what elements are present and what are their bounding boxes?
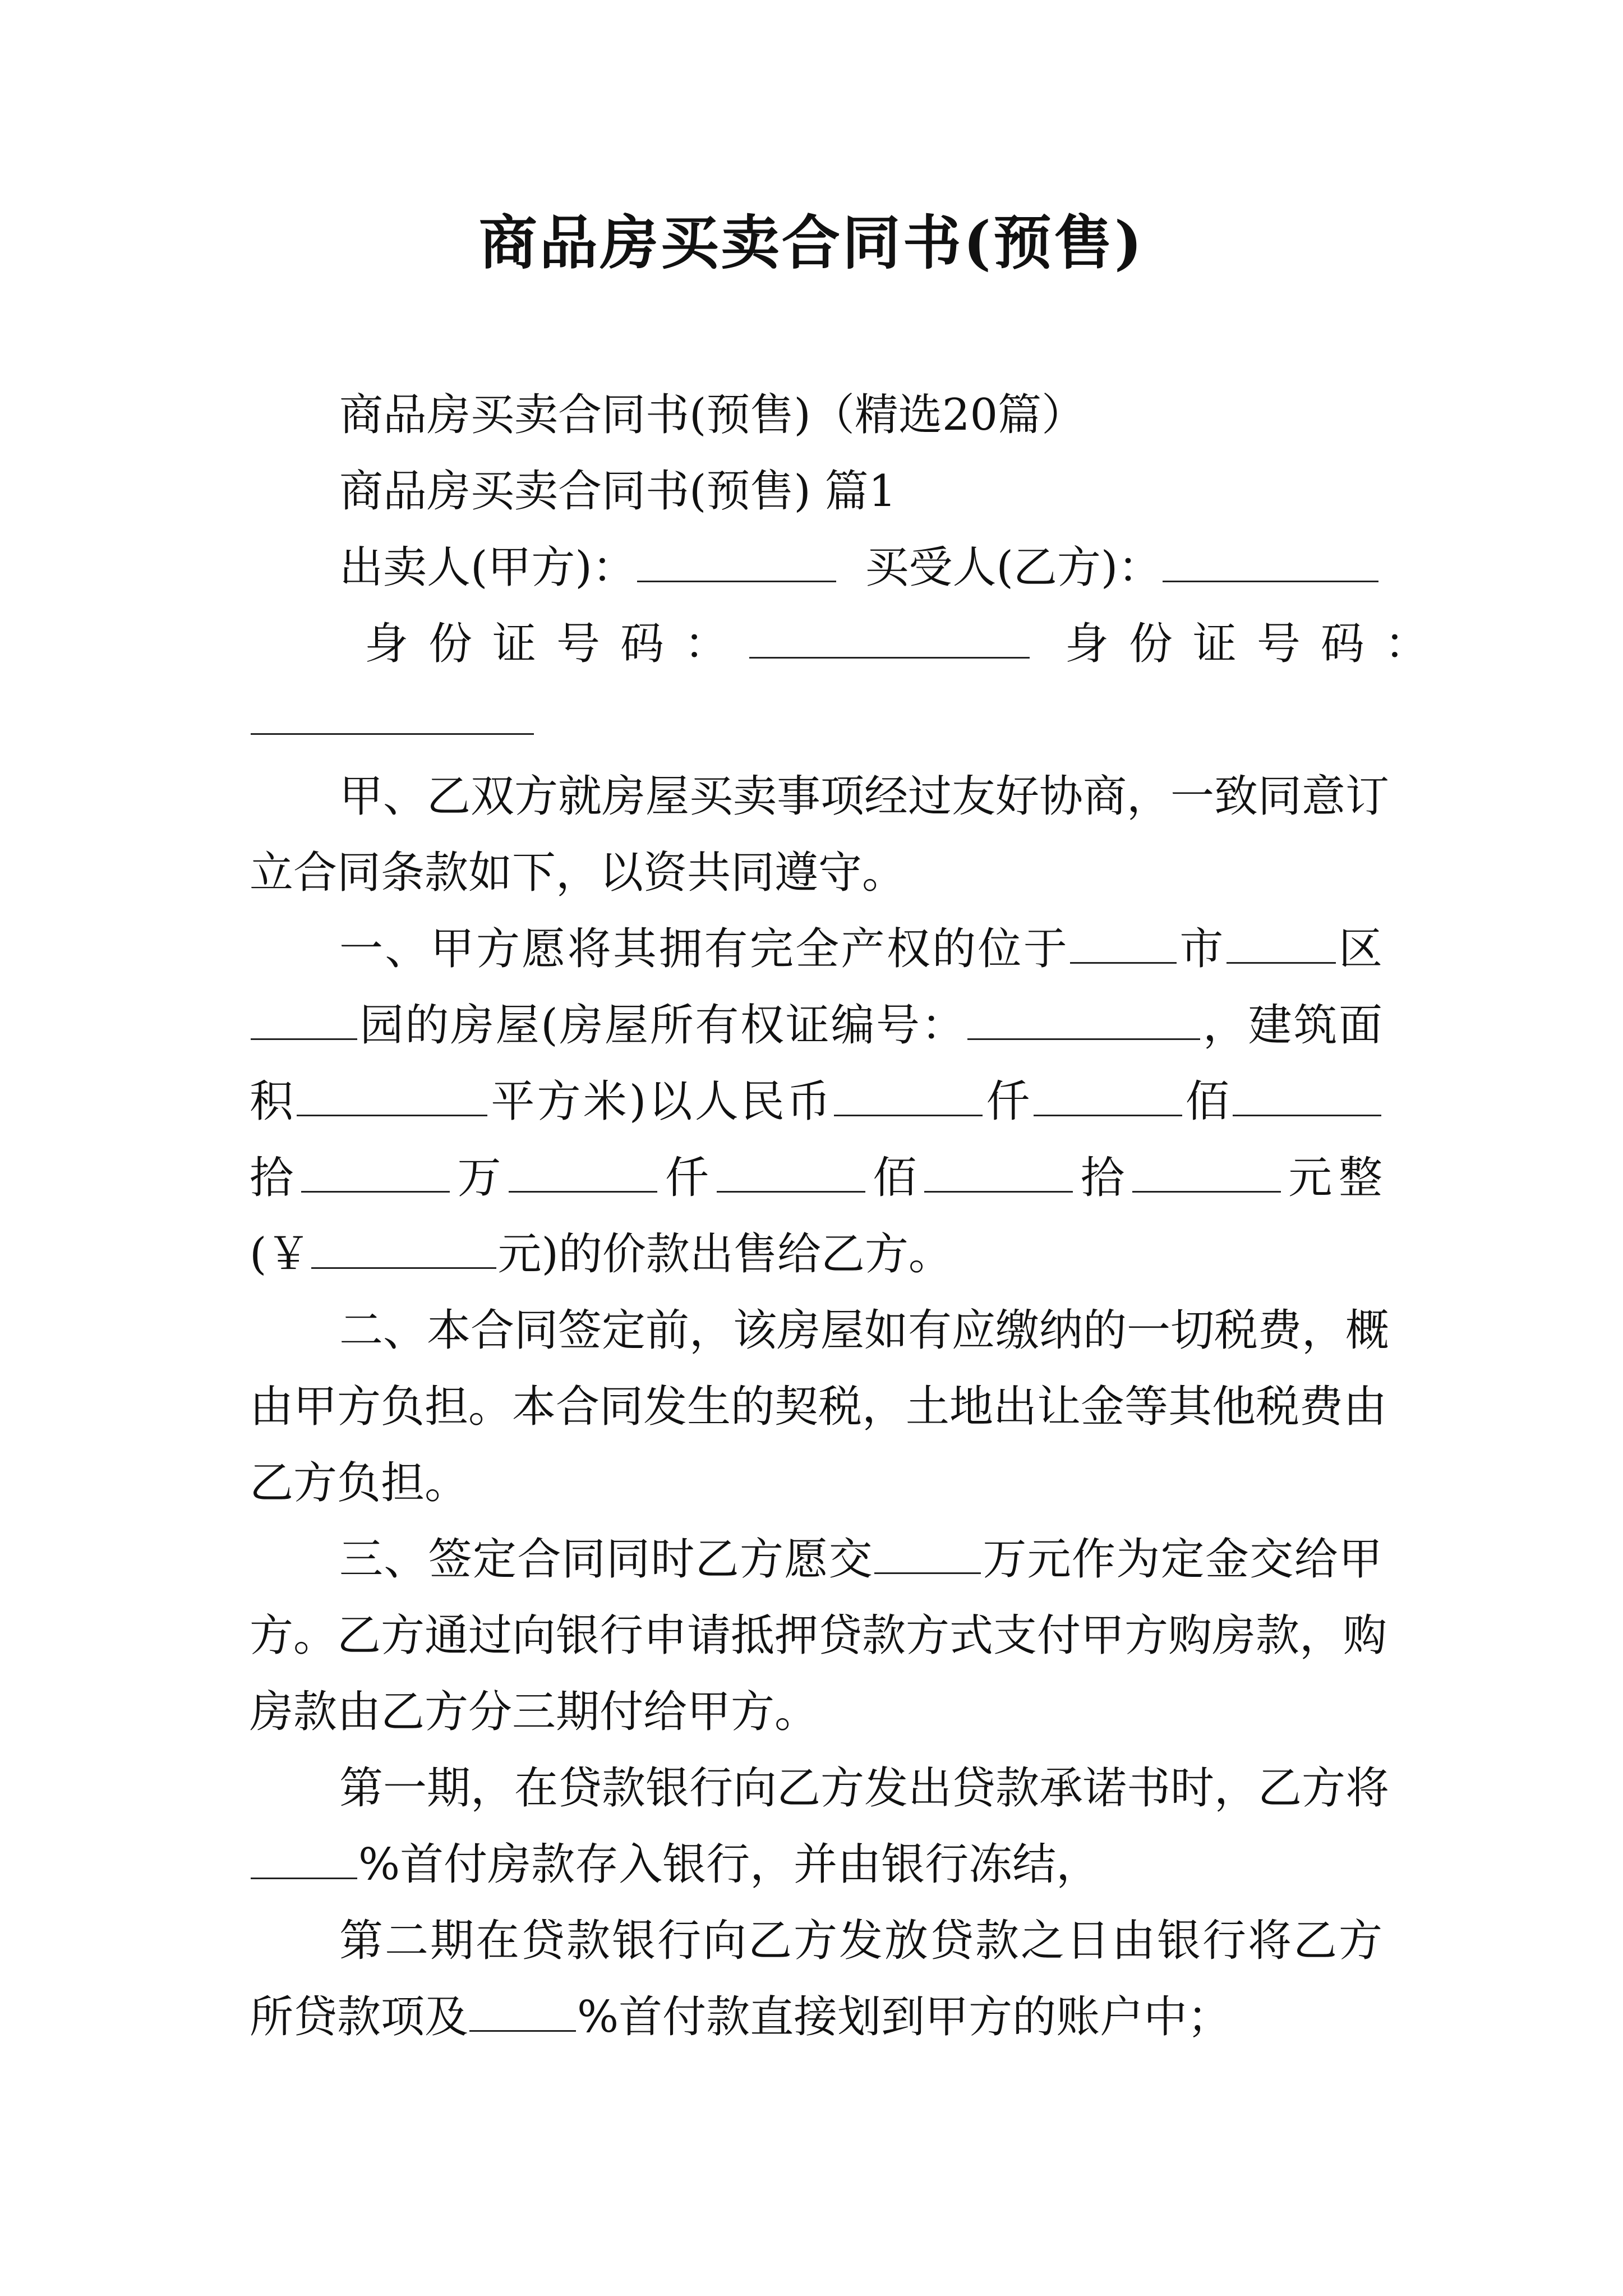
amount-bai-blank	[1034, 1076, 1182, 1116]
amount-wan-blank	[301, 1153, 450, 1193]
paragraph-2-line-3	[250, 1074, 1382, 1130]
paragraph-2-line-2	[250, 997, 1382, 1053]
text-segment: 仟	[658, 1153, 716, 1203]
buyer-id-blank	[251, 695, 534, 735]
text-segment: 万元作为定金交给甲	[981, 1534, 1382, 1585]
text-segment: 佰	[1183, 1076, 1232, 1127]
deposit-blank	[874, 1534, 981, 1574]
buyer-blank	[1163, 542, 1378, 582]
paragraph-3-line-3: 乙方负担。	[250, 1458, 469, 1508]
paragraph-2-line-4	[250, 1150, 1382, 1206]
seller-id-blank	[749, 619, 1030, 659]
certificate-number-blank	[967, 1000, 1200, 1040]
text-segment: 拾	[1074, 1153, 1131, 1203]
text-segment: (￥	[250, 1229, 311, 1280]
document-title: 商品房买卖合同书(预售)	[478, 208, 1145, 277]
paragraph-4-line-2: 方。乙方通过向银行申请抵押贷款方式支付甲方购房款，购	[250, 1611, 1387, 1661]
text-segment: %首付款直接划到甲方的账户中；	[577, 1992, 1232, 2042]
text-segment: 积	[250, 1076, 296, 1127]
text-segment: 所贷款项及	[250, 1992, 469, 2042]
buyer-id-label: 身份证号码：	[1064, 619, 1449, 669]
seller-blank	[637, 542, 836, 582]
section-heading: 商品房买卖合同书(预售) 篇1	[339, 466, 897, 517]
district-blank	[1227, 924, 1336, 964]
amount-bai-blank-2	[717, 1153, 865, 1193]
buyer-label: 买受人(乙方)：	[865, 542, 1162, 593]
paragraph-4-line-1	[339, 1531, 1382, 1588]
paragraph-5-line-2	[250, 1837, 1100, 1893]
text-segment: 元整	[1281, 1153, 1382, 1203]
text-segment: 元)的价款出售给乙方。	[497, 1229, 952, 1280]
paragraph-4-line-3: 房款由乙方分三期付给甲方。	[250, 1687, 819, 1737]
text-segment: 三、签定合同同时乙方愿交	[339, 1534, 873, 1585]
amount-qian-blank	[834, 1076, 983, 1116]
garden-blank	[251, 1000, 357, 1040]
id-line-wrap	[250, 692, 535, 748]
amount-shi-blank-2	[924, 1153, 1073, 1193]
second-payment-percent-blank	[469, 1992, 576, 2032]
paragraph-5-line-1: 第一期，在贷款银行向乙方发出贷款承诺书时，乙方将	[339, 1763, 1390, 1814]
text-segment: ，建筑面	[1201, 1000, 1382, 1051]
paragraph-2-line-5	[250, 1226, 952, 1282]
text-segment: 园的房屋(房屋所有权证编号：	[358, 1000, 967, 1051]
paragraph-1-line-2: 立合同条款如下，以资共同遵守。	[250, 848, 906, 898]
seller-label: 出卖人(甲方)：	[339, 542, 636, 593]
text-segment: 拾	[250, 1153, 300, 1203]
paragraph-6-line-2	[250, 1989, 1231, 2045]
city-blank	[1070, 924, 1177, 964]
seller-id-label: 身份证号码：	[365, 619, 749, 669]
paragraph-2-line-1	[339, 921, 1382, 977]
amount-shi-blank	[1233, 1076, 1381, 1116]
subtitle: 商品房买卖合同书(预售)（精选20篇）	[339, 390, 1086, 440]
text-segment: 仟	[984, 1076, 1032, 1127]
amount-yuan-blank	[1132, 1153, 1281, 1193]
paragraph-1-line-1: 甲、乙双方就房屋买卖事项经过友好协商，一致同意订	[339, 771, 1390, 822]
paragraph-3-line-1: 二、本合同签定前，该房屋如有应缴纳的一切税费，概	[339, 1305, 1390, 1356]
id-line	[365, 616, 1449, 672]
paragraph-6-line-1: 第二期在贷款银行向乙方发放贷款之日由银行将乙方	[339, 1916, 1382, 1966]
area-blank	[297, 1076, 487, 1116]
text-segment: 市	[1178, 924, 1225, 974]
text-segment: %首付房款存入银行，并由银行冻结，	[358, 1839, 1100, 1890]
text-segment: 一、甲方愿将其拥有完全产权的位于	[339, 924, 1069, 974]
text-segment: 佰	[866, 1153, 924, 1203]
text-segment: 区	[1336, 924, 1382, 974]
amount-qian-blank-2	[509, 1153, 657, 1193]
text-segment: 万	[450, 1153, 508, 1203]
parties-line	[339, 540, 1380, 596]
text-segment: 平方米)以人民币	[488, 1076, 833, 1127]
first-payment-percent-blank	[251, 1839, 357, 1879]
paragraph-3-line-2: 由甲方负担。本合同发生的契税，土地出让金等其他税费由	[250, 1382, 1387, 1432]
amount-numeric-blank	[311, 1229, 496, 1269]
